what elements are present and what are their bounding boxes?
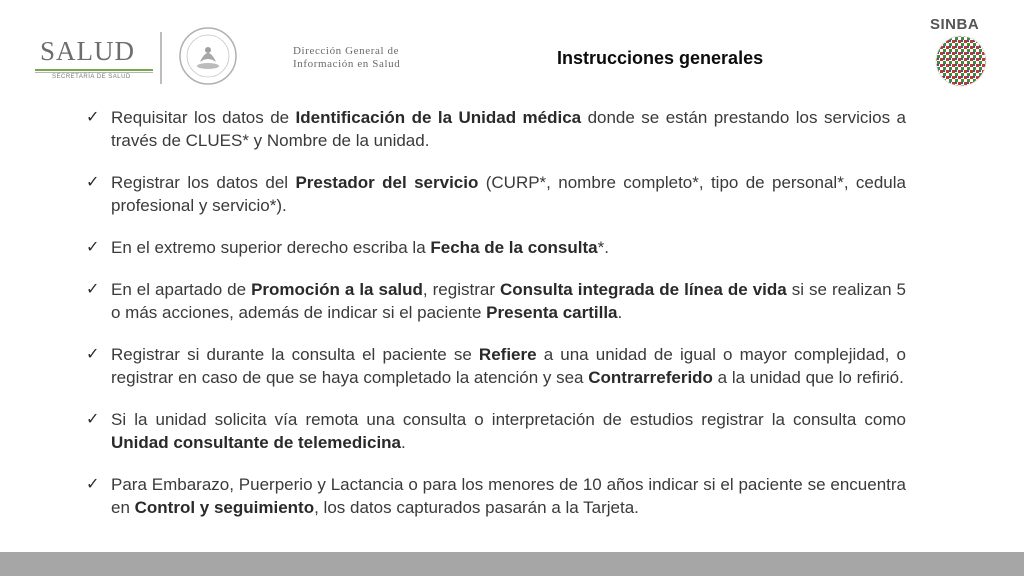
check-icon: ✓ — [86, 476, 100, 493]
instruction-item — [86, 236, 906, 259]
instruction-emphasis: Prestador del servicio — [295, 173, 479, 192]
instruction-item — [86, 278, 906, 324]
check-icon: ✓ — [86, 411, 100, 428]
instruction-item — [86, 408, 906, 454]
instruction-text: . — [401, 433, 406, 452]
sinba-globe-icon — [934, 34, 988, 88]
check-icon: ✓ — [86, 174, 100, 191]
sinba-logo — [926, 14, 996, 94]
instruction-emphasis: Presenta cartilla — [486, 303, 618, 322]
page-title: Instrucciones generales — [557, 48, 764, 68]
instruction-text: . — [617, 303, 623, 322]
dgis-line-2: Información en Salud — [293, 58, 401, 70]
check-icon: ✓ — [86, 346, 100, 363]
footer-bar — [0, 552, 1024, 576]
instruction-text: En el extremo superior derecho escriba la — [111, 238, 431, 257]
mexico-seal-icon — [178, 26, 238, 86]
salud-logo-line-secondary — [35, 72, 153, 73]
instruction-emphasis: Contrarreferido — [588, 368, 713, 387]
salud-logo — [30, 30, 150, 82]
instruction-emphasis: Consulta integrada de línea de vida — [500, 280, 787, 299]
instruction-text: Registrar los datos del — [111, 173, 296, 192]
instruction-text: , registrar — [422, 280, 501, 299]
instruction-text: (CURP*, nombre completo*, tipo de personal*, cedula profesional y servicio*). — [111, 173, 906, 215]
instruction-text: donde se están prestando los servicios a través de CLUES* y Nombre de la unidad. — [111, 108, 906, 150]
instruction-emphasis: Control y seguimiento — [134, 498, 315, 517]
header-divider — [160, 32, 162, 84]
instruction-text: a una unidad de igual o mayor complejidad, o registrar en caso de que se haya completado la atención y sea — [111, 345, 906, 387]
instruction-text: si se realizan 5 o más acciones, además de indicar si el paciente — [111, 280, 906, 322]
instruction-emphasis: Fecha de la consulta — [430, 238, 598, 257]
instruction-text: Requisitar los datos de — [111, 108, 296, 127]
check-icon: ✓ — [86, 239, 100, 256]
dgis-logo-text — [293, 45, 400, 71]
instruction-text: *. — [597, 238, 609, 257]
instruction-text: Si la unidad solicita vía remota una consulta o interpretación de estudios registrar la consulta como — [111, 410, 906, 429]
instruction-emphasis: Refiere — [478, 345, 537, 364]
instruction-emphasis: Promoción a la salud — [251, 280, 423, 299]
instructions-list — [86, 106, 906, 538]
instruction-text: Registrar si durante la consulta el paciente se — [111, 345, 479, 364]
instruction-item — [86, 106, 906, 152]
instruction-emphasis: Identificación de la Unidad médica — [295, 108, 582, 127]
instruction-text: a la unidad que lo refirió. — [712, 368, 904, 387]
instruction-emphasis: Unidad consultante de telemedicina — [111, 433, 402, 452]
instruction-item — [86, 343, 906, 389]
instruction-text: Para Embarazo, Puerperio y Lactancia o para los menores de 10 años indicar si el paciente se encuentra en — [111, 475, 906, 517]
check-icon: ✓ — [86, 281, 100, 298]
instruction-text: En el apartado de — [111, 280, 252, 299]
dgis-line-1: Dirección General de — [293, 45, 400, 57]
salud-logo-line — [35, 69, 153, 71]
instruction-item — [86, 171, 906, 217]
instruction-item — [86, 473, 906, 519]
instruction-text: , los datos capturados pasarán a la Tarjeta. — [314, 498, 639, 517]
salud-logo-text: SALUD — [40, 36, 136, 66]
sinba-logo-text: SINBA — [930, 16, 980, 33]
check-icon: ✓ — [86, 109, 100, 126]
salud-logo-subtitle: SECRETARÍA DE SALUD — [52, 74, 131, 80]
